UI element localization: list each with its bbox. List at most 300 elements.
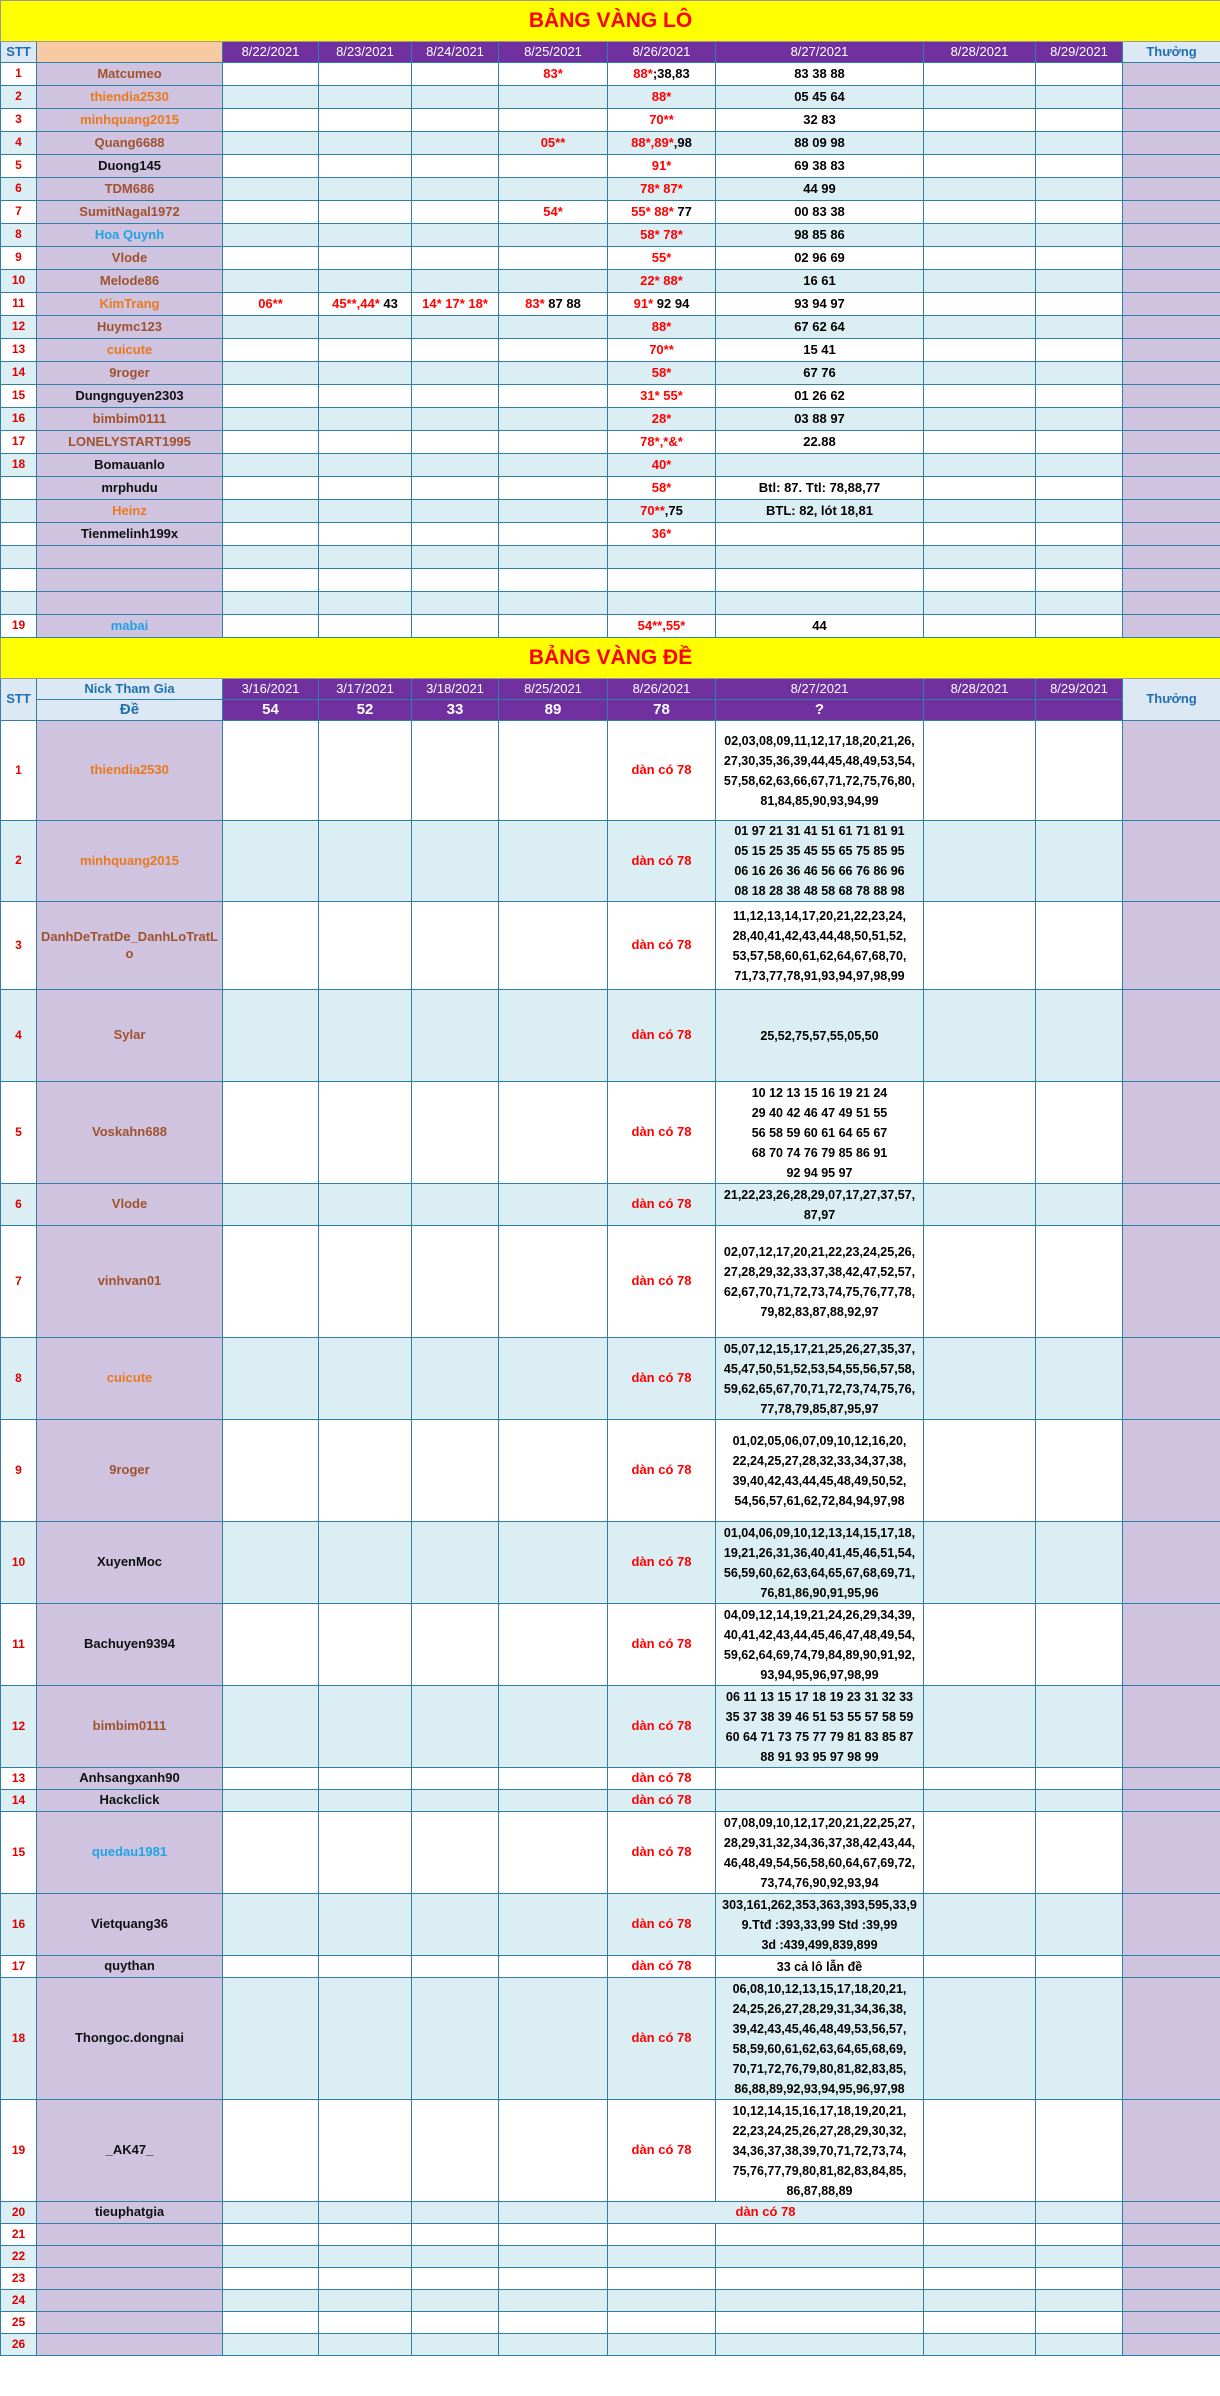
lo-cell (499, 362, 608, 385)
row-number: 5 (1, 155, 37, 178)
row-number: 19 (1, 2100, 37, 2202)
thuong-cell (1123, 546, 1220, 569)
thuong-cell (1123, 63, 1220, 86)
nick-cell: vinhvan01 (37, 1226, 223, 1338)
de-cell-empty (412, 1894, 499, 1956)
lo-cell (412, 546, 499, 569)
lo-cell-empty (1036, 109, 1123, 132)
thuong-cell (1123, 86, 1220, 109)
nick-cell: Sylar (37, 990, 223, 1082)
lo-row (1, 500, 1220, 523)
lo-cell (223, 132, 319, 155)
lo-cell (223, 523, 319, 546)
thuong-cell (1123, 1894, 1220, 1956)
de-cell-empty (924, 990, 1036, 1082)
thuong-cell (1123, 1790, 1220, 1812)
thuong-cell (1123, 523, 1220, 546)
lo-cell (319, 592, 412, 615)
lo-row (1, 293, 1220, 316)
nick-cell: XuyenMoc (37, 1522, 223, 1604)
lo-cell-empty (1036, 86, 1123, 109)
de-row (1, 2100, 1220, 2202)
lo-cell (223, 109, 319, 132)
row-number: 11 (1, 293, 37, 316)
lo-cell (608, 592, 716, 615)
thuong-cell (1123, 408, 1220, 431)
lo-cell (716, 224, 924, 247)
de-cell-empty (1036, 1082, 1123, 1184)
de-cell-empty (499, 1768, 608, 1790)
de-result: 54 (223, 700, 319, 721)
de-cell-empty (223, 2202, 319, 2224)
lo-pick: 58* 78* (640, 226, 683, 242)
lo-pick-extra: 43 (379, 295, 398, 311)
de-nick-header: Nick Tham Gia (37, 679, 223, 700)
numbers-cell: 06 11 13 15 17 18 19 23 31 32 33 35 37 38 39 46 51 53 55 57 58 59 60 64 71 73 75 77 79 81 83 85 87 88 91 93 95 97 98 99 (716, 1686, 924, 1768)
de-cell-empty (319, 2202, 412, 2224)
de-cell-empty (223, 2334, 319, 2356)
de-cell-empty (412, 2224, 499, 2246)
lo-pick: 88 09 98 (794, 134, 845, 150)
lo-pick: 91* (633, 295, 654, 311)
numbers-cell: 02,03,08,09,11,12,17,18,20,21,26, 27,30,35,36,39,44,45,48,49,53,54, 57,58,62,63,66,67,71,72,75,76,80, 81,84,85,90,93,94,99 (716, 721, 924, 821)
lo-pick: 78* 87* (640, 180, 683, 196)
thuong-cell (1123, 990, 1220, 1082)
dan-label: dàn có 78 (631, 1770, 692, 1786)
lo-cell (223, 454, 319, 477)
nick-cell: Matcumeo (37, 63, 223, 86)
de-row (1, 1956, 1220, 1978)
lo-row (1, 247, 1220, 270)
nick-cell: tieuphatgia (37, 2202, 223, 2224)
lo-date-header: 8/26/2021 (608, 42, 716, 63)
lo-pick: 88* (651, 318, 672, 334)
lo-row (1, 224, 1220, 247)
lo-cell (716, 63, 924, 86)
de-cell-empty (1036, 1790, 1123, 1812)
thuong-cell (1123, 178, 1220, 201)
nick-cell: minhquang2015 (37, 821, 223, 902)
lo-cell (412, 178, 499, 201)
lo-cell-empty (924, 569, 1036, 592)
numbers-cell (716, 2224, 924, 2246)
de-cell-empty (499, 902, 608, 990)
de-cell-empty (1036, 2268, 1123, 2290)
lo-cell (608, 569, 716, 592)
de-cell-empty (499, 1894, 608, 1956)
lo-cell-empty (924, 615, 1036, 638)
lo-cell (608, 155, 716, 178)
lo-pick: 91* (651, 157, 672, 173)
de-cell-empty (223, 902, 319, 990)
lo-cell (412, 454, 499, 477)
row-number: 2 (1, 86, 37, 109)
de-cell-empty (499, 2290, 608, 2312)
lo-cell (319, 385, 412, 408)
de-row (1, 1226, 1220, 1338)
de-row (1, 2312, 1220, 2334)
lo-cell (716, 86, 924, 109)
de-cell-empty (223, 1768, 319, 1790)
lo-pick: 78*,*&* (640, 433, 683, 449)
nick-cell: minhquang2015 (37, 109, 223, 132)
de-cell-empty (223, 2290, 319, 2312)
thuong-cell (1123, 2334, 1220, 2356)
lo-cell-empty (1036, 500, 1123, 523)
lo-pick: BTL: 82, lót 18,81 (766, 502, 873, 518)
lo-cell (223, 201, 319, 224)
nick-cell: Quang6688 (37, 132, 223, 155)
dan-cell (608, 1420, 716, 1522)
de-cell-empty (412, 2312, 499, 2334)
de-cell-empty (1036, 1686, 1123, 1768)
lo-pick: 70** (649, 341, 674, 357)
lo-date-header: 8/27/2021 (716, 42, 924, 63)
dan-cell (608, 1812, 716, 1894)
de-result: 78 (608, 700, 716, 721)
de-result: ? (716, 700, 924, 721)
dan-cell (608, 2224, 716, 2246)
row-number: 9 (1, 247, 37, 270)
lo-cell (499, 132, 608, 155)
de-cell-empty (319, 902, 412, 990)
row-number: 15 (1, 385, 37, 408)
thuong-cell (1123, 1082, 1220, 1184)
lo-cell (499, 63, 608, 86)
lo-cell (608, 247, 716, 270)
lo-pick: 54* (543, 203, 563, 219)
de-cell-empty (1036, 1894, 1123, 1956)
de-cell-empty (223, 2268, 319, 2290)
lo-cell-empty (924, 86, 1036, 109)
lo-cell (608, 408, 716, 431)
lo-cell (499, 339, 608, 362)
lo-pick: 14* 17* 18* (422, 295, 488, 311)
lo-cell (412, 408, 499, 431)
lo-cell-empty (1036, 615, 1123, 638)
row-number (1, 546, 37, 569)
lo-cell (716, 316, 924, 339)
thuong-cell (1123, 2224, 1220, 2246)
lo-cell-empty (1036, 63, 1123, 86)
de-result: 33 (412, 700, 499, 721)
dan-cell (608, 1338, 716, 1420)
lo-pick: 55* 88* (631, 203, 674, 219)
de-cell-empty (924, 1978, 1036, 2100)
lo-cell (223, 224, 319, 247)
de-cell-empty (499, 1082, 608, 1184)
lo-pick: 44 99 (803, 180, 836, 196)
dan-label: dàn có 78 (631, 2142, 692, 2158)
lo-row (1, 477, 1220, 500)
lo-cell (716, 454, 924, 477)
thuong-cell (1123, 201, 1220, 224)
lo-cell (716, 270, 924, 293)
numbers-cell (716, 1768, 924, 1790)
row-number: 13 (1, 339, 37, 362)
lo-cell (319, 86, 412, 109)
de-row (1, 1790, 1220, 1812)
de-row (1, 2246, 1220, 2268)
de-row (1, 990, 1220, 1082)
de-cell-empty (319, 1768, 412, 1790)
lo-cell (499, 293, 608, 316)
row-number: 6 (1, 178, 37, 201)
dan-label: dàn có 78 (631, 1636, 692, 1652)
de-cell-empty (499, 721, 608, 821)
lo-pick: 88*,89* (631, 134, 674, 150)
de-cell-empty (319, 1082, 412, 1184)
de-cell-empty (412, 1768, 499, 1790)
row-number: 21 (1, 2224, 37, 2246)
lo-cell-empty (1036, 477, 1123, 500)
nick-cell (37, 2312, 223, 2334)
lo-row (1, 408, 1220, 431)
lo-pick: 32 83 (803, 111, 836, 127)
lo-cell (608, 500, 716, 523)
de-row (1, 2202, 1220, 2224)
nick-cell: KimTrang (37, 293, 223, 316)
lo-cell (716, 362, 924, 385)
de-cell-empty (1036, 1522, 1123, 1604)
row-number: 7 (1, 201, 37, 224)
thuong-cell (1123, 2246, 1220, 2268)
lo-cell (223, 546, 319, 569)
lo-cell (499, 385, 608, 408)
de-row (1, 902, 1220, 990)
dan-cell (608, 1956, 716, 1978)
de-cell-empty (924, 1082, 1036, 1184)
row-number: 26 (1, 2334, 37, 2356)
nick-cell: 9roger (37, 1420, 223, 1522)
de-label: Đề (37, 700, 223, 721)
lo-cell-empty (924, 477, 1036, 500)
de-cell-empty (1036, 1768, 1123, 1790)
dan-label: dàn có 78 (631, 937, 692, 953)
lo-cell-empty (924, 270, 1036, 293)
de-cell-empty (223, 1894, 319, 1956)
lo-pick: 58* (651, 364, 672, 380)
de-cell-empty (223, 2224, 319, 2246)
lo-cell (499, 523, 608, 546)
lo-cell (608, 86, 716, 109)
lo-cell (412, 86, 499, 109)
lo-cell (319, 293, 412, 316)
lo-cell (499, 86, 608, 109)
thuong-cell (1123, 454, 1220, 477)
de-header-row (1, 679, 1220, 700)
lo-cell (608, 523, 716, 546)
lo-cell (499, 270, 608, 293)
nick-cell: cuicute (37, 339, 223, 362)
dan-cell (608, 2202, 924, 2224)
de-row (1, 1184, 1220, 1226)
lo-cell (608, 431, 716, 454)
lo-pick: 93 94 97 (794, 295, 845, 311)
lo-pick: 03 88 97 (794, 410, 845, 426)
de-cell-empty (924, 1894, 1036, 1956)
lo-cell (716, 477, 924, 500)
de-cell-empty (924, 902, 1036, 990)
row-number: 13 (1, 1768, 37, 1790)
de-cell-empty (412, 1184, 499, 1226)
de-cell-empty (499, 2202, 608, 2224)
de-cell-empty (1036, 2224, 1123, 2246)
lo-pick: 05** (540, 134, 566, 150)
de-cell-empty (924, 721, 1036, 821)
numbers-cell: 01,02,05,06,07,09,10,12,16,20, 22,24,25,27,28,32,33,34,37,38, 39,40,42,43,44,45,48,49,50,52, 54,56,57,61,62,72,84,94,97,98 (716, 1420, 924, 1522)
row-number (1, 523, 37, 546)
thuong-cell (1123, 1226, 1220, 1338)
lo-cell (319, 132, 412, 155)
row-number (1, 569, 37, 592)
row-number (1, 500, 37, 523)
dan-label: dàn có 78 (631, 1273, 692, 1289)
de-cell-empty (924, 1604, 1036, 1686)
de-cell-empty (412, 1812, 499, 1894)
row-number: 4 (1, 990, 37, 1082)
lo-cell (412, 293, 499, 316)
lo-pick: 55* (651, 249, 672, 265)
thuong-cell (1123, 293, 1220, 316)
lo-table (1, 1, 1220, 638)
dan-cell (608, 1768, 716, 1790)
thuong-cell (1123, 902, 1220, 990)
lo-thuong-header: Thưởng (1123, 42, 1220, 63)
lo-stt-header: STT (1, 42, 37, 63)
lo-cell (412, 316, 499, 339)
row-number: 10 (1, 1522, 37, 1604)
nick-cell: quedau1981 (37, 1812, 223, 1894)
lo-cell (608, 63, 716, 86)
nick-cell: 9roger (37, 362, 223, 385)
de-cell-empty (924, 1226, 1036, 1338)
de-row (1, 1894, 1220, 1956)
thuong-cell (1123, 569, 1220, 592)
lo-pick: 02 96 69 (794, 249, 845, 265)
de-row (1, 2290, 1220, 2312)
row-number: 5 (1, 1082, 37, 1184)
dan-label: dàn có 78 (631, 1462, 692, 1478)
nick-cell: Tienmelinh199x (37, 523, 223, 546)
de-cell-empty (924, 1768, 1036, 1790)
de-cell-empty (499, 1338, 608, 1420)
row-number: 24 (1, 2290, 37, 2312)
lo-row (1, 546, 1220, 569)
lo-row (1, 316, 1220, 339)
de-cell-empty (412, 821, 499, 902)
de-cell-empty (1036, 990, 1123, 1082)
de-cell-empty (412, 1956, 499, 1978)
lo-cell (412, 592, 499, 615)
de-cell-empty (223, 2312, 319, 2334)
de-row (1, 2224, 1220, 2246)
lo-cell (223, 86, 319, 109)
de-cell-empty (412, 2202, 499, 2224)
de-cell-empty (924, 1420, 1036, 1522)
lo-pick: 28* (651, 410, 672, 426)
lo-cell (412, 385, 499, 408)
numbers-cell: 11,12,13,14,17,20,21,22,23,24, 28,40,41,42,43,44,48,50,51,52, 53,57,58,60,61,62,64,67,68,70, 71,73,77,78,91,93,94,97,98,99 (716, 902, 924, 990)
de-cell-empty (1036, 2100, 1123, 2202)
de-cell-empty (319, 2246, 412, 2268)
lo-cell (716, 293, 924, 316)
de-cell-empty (319, 2312, 412, 2334)
numbers-cell: 33 cả lô lẫn đề (716, 1956, 924, 1978)
de-cell-empty (499, 2246, 608, 2268)
de-cell-empty (223, 721, 319, 821)
nick-cell: Huymc123 (37, 316, 223, 339)
dan-cell (608, 2290, 716, 2312)
nick-cell: Hackclick (37, 1790, 223, 1812)
de-cell-empty (319, 990, 412, 1082)
de-row (1, 1978, 1220, 2100)
de-row (1, 1768, 1220, 1790)
lo-cell (319, 500, 412, 523)
lo-row (1, 270, 1220, 293)
lo-cell-empty (1036, 385, 1123, 408)
de-cell-empty (319, 1226, 412, 1338)
lo-pick: 15 41 (803, 341, 836, 357)
lo-cell (223, 615, 319, 638)
de-row (1, 1338, 1220, 1420)
lo-pick-extra: ,98 (673, 134, 692, 150)
de-cell-empty (319, 2290, 412, 2312)
de-cell-empty (499, 1604, 608, 1686)
de-cell-empty (924, 1522, 1036, 1604)
de-cell-empty (412, 990, 499, 1082)
de-cell-empty (1036, 1420, 1123, 1522)
row-number: 14 (1, 362, 37, 385)
lo-cell (223, 293, 319, 316)
thuong-cell (1123, 1812, 1220, 1894)
row-number: 16 (1, 1894, 37, 1956)
lo-cell (319, 408, 412, 431)
lo-cell (608, 178, 716, 201)
de-cell-empty (223, 821, 319, 902)
de-cell-empty (499, 2312, 608, 2334)
thuong-cell (1123, 2202, 1220, 2224)
de-cell-empty (499, 1978, 608, 2100)
de-cell-empty (223, 1184, 319, 1226)
lo-cell (319, 201, 412, 224)
de-cell-empty (223, 2100, 319, 2202)
de-cell-empty (1036, 821, 1123, 902)
lo-cell-empty (924, 546, 1036, 569)
lo-cell-empty (1036, 270, 1123, 293)
de-cell-empty (223, 1978, 319, 2100)
nick-cell: cuicute (37, 1338, 223, 1420)
dan-cell (608, 2268, 716, 2290)
thuong-cell (1123, 1604, 1220, 1686)
lo-date-header: 8/29/2021 (1036, 42, 1123, 63)
lo-cell-empty (924, 109, 1036, 132)
de-cell-empty (924, 1956, 1036, 1978)
numbers-cell: 21,22,23,26,28,29,07,17,27,37,57, 87,97 (716, 1184, 924, 1226)
dan-label: dàn có 78 (631, 1718, 692, 1734)
nick-cell (37, 2224, 223, 2246)
de-cell-empty (319, 1790, 412, 1812)
lo-date-header: 8/23/2021 (319, 42, 412, 63)
de-cell-empty (1036, 2202, 1123, 2224)
de-cell-empty (412, 1226, 499, 1338)
row-number: 7 (1, 1226, 37, 1338)
de-cell-empty (412, 2290, 499, 2312)
lo-cell (223, 316, 319, 339)
de-cell-empty (1036, 1956, 1123, 1978)
lo-cell (412, 155, 499, 178)
row-number: 6 (1, 1184, 37, 1226)
